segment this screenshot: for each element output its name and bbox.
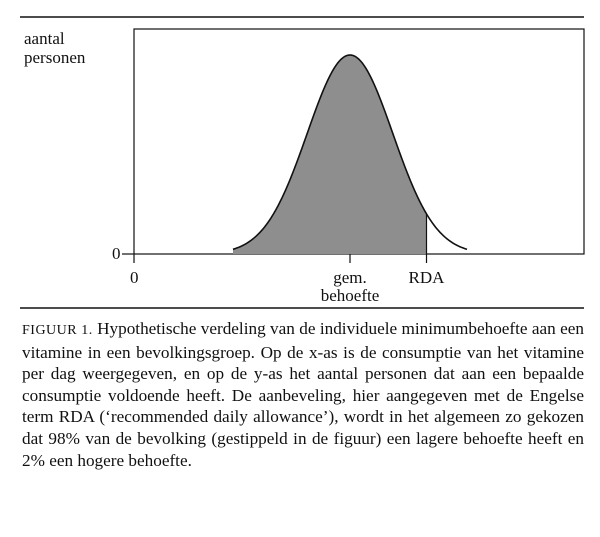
y-axis-label-line1: aantal — [24, 29, 65, 48]
x-tick-label-zero: 0 — [130, 268, 139, 287]
shaded-area-below-rda — [233, 55, 427, 254]
caption-text: Hypothetische verdeling van de individuele minimumbehoefte aan een vitamine in een bevolkingsgroep. Op de x-as is de consumptie van het vitamine per dag weergegeven, en op de y-as het aantal personen dat aan een bepaalde consumptie voldoende heeft. De aanbeveling, hier aangegeven met de Engelse term RDA (‘recommended daily allowance’), wordt in het algemeen zo gekozen dat 98% van de bevolking (gestippeld in de figuur) een lagere behoefte heeft en 2% een hogere behoefte. — [22, 319, 584, 470]
x-tick-label-mean: gem. — [333, 268, 367, 287]
y-tick-label-zero: 0 — [112, 244, 121, 263]
x-tick-label-mean-line2: behoefte — [320, 286, 380, 305]
caption-label: FIGUUR 1. — [22, 323, 93, 338]
x-tick-label-rda: RDA — [408, 268, 445, 287]
figure-caption — [22, 318, 584, 471]
y-axis-label-line2: personen — [24, 48, 86, 67]
